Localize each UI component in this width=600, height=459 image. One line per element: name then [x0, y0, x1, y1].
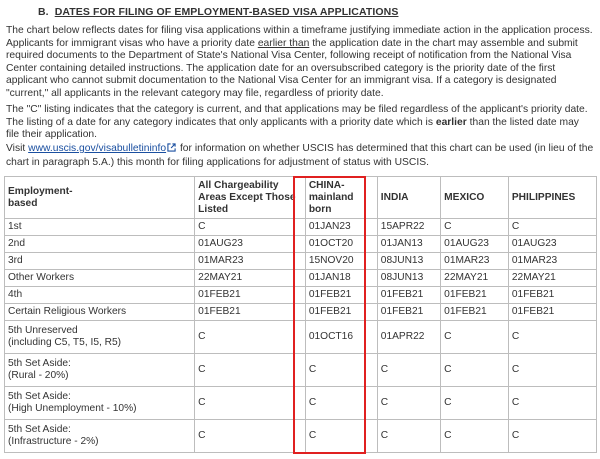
date-cell-india: 01FEB21: [377, 304, 440, 321]
date-cell-mexico: 22MAY21: [441, 270, 509, 287]
row-category-cell: 2nd: [5, 236, 195, 253]
row-category-cell: Certain Religious Workers: [5, 304, 195, 321]
row-category-cell: 5th Unreserved (including C5, T5, I5, R5): [5, 321, 195, 354]
date-cell-all: 01FEB21: [195, 304, 306, 321]
section-title: DATES FOR FILING OF EMPLOYMENT-BASED VISA APPLICATIONS: [54, 6, 399, 18]
emphasized-text: earlier than: [257, 37, 310, 49]
row-category-cell: 5th Set Aside: (Rural - 20%): [5, 354, 195, 387]
table-row: [5, 304, 597, 321]
section-label: B.: [38, 6, 49, 18]
date-cell-philippines: 01MAR23: [508, 253, 596, 270]
date-cell-mexico: C: [441, 219, 509, 236]
date-cell-all: C: [195, 219, 306, 236]
table-row: [5, 387, 597, 420]
table-header-row: [5, 177, 597, 219]
date-cell-china: 01OCT16: [305, 321, 377, 354]
date-cell-india: C: [377, 420, 440, 453]
table-row: [5, 420, 597, 453]
date-cell-all: 22MAY21: [195, 270, 306, 287]
date-cell-philippines: C: [508, 354, 596, 387]
date-cell-philippines: C: [508, 420, 596, 453]
row-category-cell: 1st: [5, 219, 195, 236]
date-cell-mexico: 01MAR23: [441, 253, 509, 270]
paragraph-text: Visit: [6, 143, 29, 154]
header-india: INDIA: [377, 177, 440, 219]
table-row: [5, 354, 597, 387]
date-cell-mexico: C: [441, 321, 509, 354]
date-cell-mexico: C: [441, 387, 509, 420]
date-cell-china: 01JAN18: [305, 270, 377, 287]
paragraph-text: than the listed date may file their application.: [6, 116, 579, 141]
date-cell-china: 01FEB21: [305, 304, 377, 321]
header-all-chargeability: All Chargeability Areas Except Those Listed: [195, 177, 306, 219]
date-cell-mexico: C: [441, 420, 509, 453]
date-cell-china: 01JAN23: [305, 219, 377, 236]
date-cell-china: C: [305, 387, 377, 420]
paragraph-text: the application date in the chart may assemble and submit required documents to the Department of State's National Visa Center, following receipt of notification from the National Visa Center containing detailed instructions. The application date for an oversubscribed category is the priority date of the first applicant who cannot submit documentation to the National Visa Center for an immigrant visa. If a category is designated "current," all applicants in the relevant category may file, regardless of priority date.: [6, 37, 578, 99]
table-row: [5, 270, 597, 287]
date-cell-china: 01FEB21: [305, 287, 377, 304]
date-cell-china: C: [305, 354, 377, 387]
filing-dates-explanation: [6, 25, 594, 101]
uscis-info-paragraph: [6, 143, 594, 169]
date-cell-india: 01APR22: [377, 321, 440, 354]
date-cell-philippines: C: [508, 321, 596, 354]
date-cell-india: 08JUN13: [377, 270, 440, 287]
table-row: [5, 236, 597, 253]
date-cell-china: 01OCT20: [305, 236, 377, 253]
date-cell-mexico: 01FEB21: [441, 287, 509, 304]
date-cell-all: C: [195, 420, 306, 453]
uscis-visa-bulletin-link[interactable]: www.uscis.gov/visabulletininfo: [28, 143, 167, 154]
date-cell-india: C: [377, 354, 440, 387]
row-category-cell: 5th Set Aside: (Infrastructure - 2%): [5, 420, 195, 453]
date-cell-all: 01AUG23: [195, 236, 306, 253]
row-category-cell: 5th Set Aside: (High Unemployment - 10%): [5, 387, 195, 420]
date-cell-china: 15NOV20: [305, 253, 377, 270]
date-cell-philippines: C: [508, 219, 596, 236]
date-cell-all: 01MAR23: [195, 253, 306, 270]
paragraph-text: for information on whether USCIS has determined that this chart can be used (in lieu of the chart in paragraph 5.A.) this month for filing applications for adjustment of status with USCIS.: [6, 143, 594, 168]
header-mexico: MEXICO: [441, 177, 509, 219]
date-cell-india: 15APR22: [377, 219, 440, 236]
header-china: CHINA- mainland born: [305, 177, 377, 219]
section-heading: [38, 6, 398, 18]
header-philippines: PHILIPPINES: [508, 177, 596, 219]
current-listing-explanation: [6, 104, 594, 142]
date-cell-philippines: 22MAY21: [508, 270, 596, 287]
date-cell-india: C: [377, 387, 440, 420]
header-employment-based: Employment- based: [5, 177, 195, 219]
date-cell-philippines: 01AUG23: [508, 236, 596, 253]
table-row: [5, 287, 597, 304]
date-cell-india: 01FEB21: [377, 287, 440, 304]
date-cell-china: C: [305, 420, 377, 453]
date-cell-all: C: [195, 387, 306, 420]
date-cell-all: C: [195, 354, 306, 387]
paragraph-text: The "C" listing indicates that the category is current, and that applications may be filed regardless of the applicant's priority date. The listing of a date for any category indicates that only applicants with a priority date which is: [6, 104, 588, 128]
row-category-cell: 4th: [5, 287, 195, 304]
employment-visa-filing-dates-table: [4, 176, 597, 453]
date-cell-philippines: C: [508, 387, 596, 420]
paragraph-text: The chart below reflects dates for filing visa applications within a timeframe justifying immediate action in the application process. Applicants for immigrant visas who have a priority date: [6, 25, 593, 49]
date-cell-all: 01FEB21: [195, 287, 306, 304]
table-row: [5, 253, 597, 270]
date-cell-mexico: 01FEB21: [441, 304, 509, 321]
table-row: [5, 321, 597, 354]
date-cell-all: C: [195, 321, 306, 354]
date-cell-india: 01JAN13: [377, 236, 440, 253]
date-cell-india: 08JUN13: [377, 253, 440, 270]
bold-text: earlier: [435, 116, 467, 128]
date-cell-mexico: C: [441, 354, 509, 387]
date-cell-philippines: 01FEB21: [508, 287, 596, 304]
row-category-cell: Other Workers: [5, 270, 195, 287]
date-cell-philippines: 01FEB21: [508, 304, 596, 321]
row-category-cell: 3rd: [5, 253, 195, 270]
date-cell-mexico: 01AUG23: [441, 236, 509, 253]
external-link-icon[interactable]: [167, 143, 176, 157]
table-row: [5, 219, 597, 236]
